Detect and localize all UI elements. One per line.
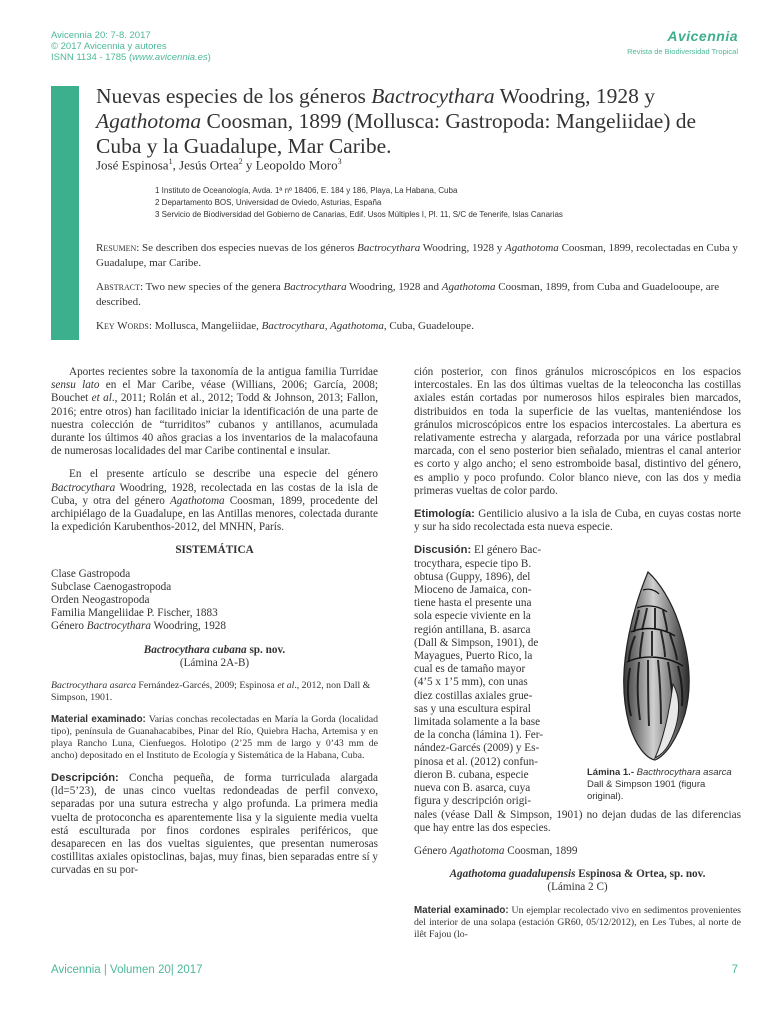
keywords-label: Key Words: <box>96 320 152 332</box>
issn-close: ) <box>207 52 211 63</box>
footer-journal: Avicennia | Volumen 20| 2017 <box>51 964 203 976</box>
citation-line-1: Avicennia 20: 7-8. 2017 <box>51 30 151 41</box>
article-title: Nuevas especies de los géneros Bactrocythara Woodring, 1928 y Agathotoma Coosman, 1899 (Mollusca: Gastropoda: Mangeliidae) de Cuba y la Guadalupe, Mar Caribe. <box>96 84 697 158</box>
descripcion: Descripción: Concha pequeña, de forma turriculada alargada (ld=5’23), de unas cinco vueltas redondeadas de perfil convexo, separadas por una sutura estrecha y algo profunda. La primera media vuelta de protoconcha es aparentemente lisa y la siguiente media vuelta está esculturada por finos cordones espirales periféricos, que desaparecen en las dos vueltas siguientes, que presentan numerosas costillitas axiales opistoclinas, bajas, muy finas, bien separadas entre sí y curvadas en su por- <box>51 772 378 877</box>
resumen: Resumen: Se describen dos especies nuevas de los géneros Bactrocythara Woodring, 1928 y Agathotoma Coosman, 1899, recolectadas en Cuba y Guadalupe, mar Caribe. <box>96 242 738 269</box>
discusion-tail: nales (véase Dall & Simpson, 1901) no dejan dudas de las diferencias que hay entre las dos especies. <box>414 808 741 834</box>
brand-logo: Avicennia <box>667 28 738 44</box>
affiliation-1: 1 Instituto de Oceanología, Avda. 1ª nº 18406, E. 184 y 186, Playa, La Habana, Cuba <box>155 186 458 195</box>
genus-heading-2: Género Agathotoma Coosman, 1899 <box>414 844 578 857</box>
material-examinado-2: Material examinado: Un ejemplar recolectado vivo en sedimentos provenientes del interior de una solapa (estación GR60, 05/12/2012), en Les Tubes, al norte de ilêt Fajou (lo- <box>414 904 741 940</box>
left-column <box>51 366 378 888</box>
taxonomy-genus: Género Bactrocythara Woodring, 1928 <box>51 620 226 633</box>
journal-citation <box>51 30 211 63</box>
taxonomy-order: Orden Neogastropoda <box>51 594 150 607</box>
species-heading-1: Bactrocythara cubana sp. nov. <box>143 643 286 656</box>
affiliation-2: 2 Departamento BOS, Universidad de Oviedo, Asturias, España <box>155 198 382 207</box>
discusion: Discusión: El género Bac- trocythara, especie tipo B. obtusa (Guppy, 1896), del Mioceno de Jamaica, con- tiene hasta el presente una sola especie viviente en la región antillana, B. asarca (Dall & Simpson, 1901), de Mayagues, Puerto Rico, la cual es de tamaño mayor (4’5 x 1’5 mm), con unas diez costillas axiales grue- sas y una escultura espiral limitada solamente a la base de la concha (lámina 1). Fer- nández-Garcés (2009) y Es- pinosa et al. (2012) confun- dieron B. cubana, especie nueva con B. asarca, cuya figura y descripción origi- <box>414 544 543 808</box>
journal-url-link[interactable]: www.avicennia.es <box>132 52 208 63</box>
affiliations <box>155 185 563 221</box>
resumen-label: Resumen: <box>96 242 140 254</box>
figure-caption: Lámina 1.- Bacthrocythara asarca Dall & Simpson 1901 (figura original). <box>587 767 732 802</box>
keywords: Key Words: Mollusca, Mangeliidae, Bactrocythara, Agathotoma, Cuba, Guadeloupe. <box>96 320 474 332</box>
taxonomy-subclass: Subclase Caenogastropoda <box>51 580 172 593</box>
section-heading-sistematica: SISTEMÁTICA <box>175 544 254 557</box>
citation-line-3 <box>51 52 211 63</box>
species-plate-ref-1: (Lámina 2A-B) <box>179 656 250 669</box>
shell-illustration-icon <box>585 564 740 768</box>
taxonomy-class: Clase Gastropoda <box>51 567 131 580</box>
brand-subtitle: Revista de Biodiversidad Tropical <box>627 47 738 56</box>
intro-paragraph-2: En el presente artículo se describe una especie del género Bactrocythara Woodring, 1928, recolectada en las costas de la isla de Cuba, y otra del género Agathotoma Coosman, 1899, procedente del archipiélago de la Guadalupe, en las Antillas menores, colectada durante la expedición Karubenthos-2012, del MNHN, París. <box>51 468 378 534</box>
etimologia: Etimología: Gentilicio alusivo a la isla de Cuba, en cuyas costas norte y sur ha sido recolectada esta nueva especie. <box>414 508 741 534</box>
figure-label: Lámina 1.- <box>587 767 634 778</box>
species-heading-2: Agathotoma guadalupensis Espinosa & Ortea, sp. nov. <box>449 868 706 881</box>
page-number: 7 <box>731 964 738 976</box>
accent-bar <box>51 86 79 340</box>
journal-brand <box>627 28 738 56</box>
taxonomy-family: Familia Mangeliidae P. Fischer, 1883 <box>51 607 218 620</box>
species-plate-ref-2: (Lámina 2 C) <box>547 881 608 894</box>
abstract-label: Abstract: <box>96 281 144 293</box>
author-list: José Espinosa$^1$, Jesús Ortea$^2$ y Leopoldo Moro$^3$ <box>96 157 342 173</box>
intro-paragraph-1: Aportes recientes sobre la taxonomía de la antigua familia Turridae sensu lato en el Mar Caribe, véase (Willians, 2006; García, 2008; Bouchet et al., 2011; Rolán et al., 2012; Todd & Johnson, 2013; Fallon, 2016; entre otros) han facilitado iniciar la identificación de una parte de nuestra colección de “turriditos” cubanos y antillanos, acumulada durante los últimos 40 años gracias a los inventarios de la malacofauna de numerosas localidades del mar Caribe continental e insular. <box>51 366 378 458</box>
citation-line-2: © 2017 Avicennia y autores <box>51 41 167 52</box>
taxonomy-list <box>51 568 378 634</box>
synonymy: Bactrocythara asarca Fernández-Garcés, 2009; Espinosa et al., 2012, non Dall & Simpson, 1901. <box>51 680 371 704</box>
descripcion-continued: ción posterior, con finos gránulos microscópicos en los espacios intercostales. En las dos últimas vueltas de la teleoconcha las costillas axiales están cortadas por numerosos hilos espirales bien marcados, distribuidos en toda la superficie de las vueltas, manteniéndose los gránulos microscópicos entre los espacios intercostales. La abertura es relativamente estrecha y alargada, reforzada por una várice postlabral marcada, con el seno posterior bien señalado, mientras el canal anterior es corto y algo ancho; el seno estromboide basal, distintivo del género, es amplio y poco profundo. Color blanco nieve, con las dos y media primeras vueltas de color pardo. <box>414 366 741 497</box>
abstract: Abstract: Two new species of the genera Bactrocythara Woodring, 1928 and Agathotoma Coosman, 1899, from Cuba and Guadelooupe, are described. <box>96 281 720 308</box>
affiliation-3: 3 Servicio de Biodiversidad del Gobierno de Canarias, Edif. Usos Múltiples I, Pl. 11, S/C de Tenerife, Islas Canarias <box>155 210 563 219</box>
material-examinado-1: Material examinado: Varias conchas recolectadas en María la Gorda (localidad tipo), península de Guanahacabibes, Pinar del Río, Quiebra Hacha, Artemisa y en playa Rancho Luna, Cienfuegos. Holotipo (2’25 mm de largo y 0’43 mm de ancho) depositado en el Instituto de Ecología y Sistemática de la Habana, Cuba. <box>51 714 378 762</box>
issn-text: ISNN 1134 - 1785 ( <box>51 52 133 63</box>
